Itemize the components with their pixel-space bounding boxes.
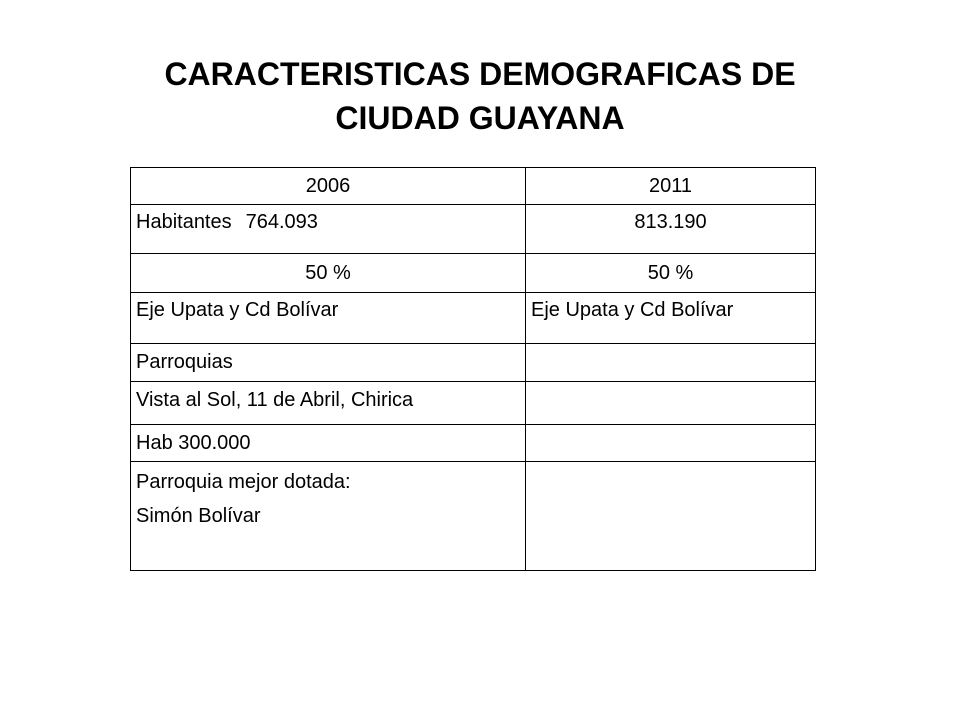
percent-2006: 50 % <box>131 254 526 293</box>
parroquias-2011 <box>526 344 816 382</box>
hab-2011 <box>526 425 816 462</box>
table-row-hab <box>131 425 816 462</box>
table-row-percent <box>131 254 816 293</box>
table-row-habitantes <box>131 205 816 254</box>
table-row-parroquias <box>131 344 816 382</box>
eje-2011: Eje Upata y Cd Bolívar <box>526 293 816 344</box>
title-line-2: CIUDAD GUAYANA <box>335 100 625 136</box>
table-row-mejor-dotada <box>131 462 816 571</box>
demographics-table <box>130 167 816 571</box>
vista-2011 <box>526 382 816 425</box>
mejor-dotada-value: Simón Bolívar <box>136 505 261 527</box>
mejor-dotada-label: Parroquia mejor dotada: <box>136 471 351 493</box>
parroquias-label: Parroquias <box>131 344 526 382</box>
table-row-vista <box>131 382 816 425</box>
eje-2006: Eje Upata y Cd Bolívar <box>131 293 526 344</box>
habitantes-label: Habitantes <box>136 211 232 233</box>
header-2011: 2011 <box>526 168 816 205</box>
table-row-header <box>131 168 816 205</box>
habitantes-2006-value: 764.093 <box>245 211 318 233</box>
slide-title <box>60 52 900 140</box>
title-line-1: CARACTERISTICAS DEMOGRAFICAS DE <box>164 56 796 92</box>
percent-2011: 50 % <box>526 254 816 293</box>
mejor-dotada-2011 <box>526 462 816 571</box>
habitantes-2011-value: 813.190 <box>526 205 816 254</box>
habitantes-2006-cell <box>131 205 526 254</box>
table-row-eje <box>131 293 816 344</box>
vista-parroquias: Vista al Sol, 11 de Abril, Chirica <box>131 382 526 425</box>
header-2006: 2006 <box>131 168 526 205</box>
mejor-dotada-cell <box>131 462 526 571</box>
hab-value: Hab 300.000 <box>131 425 526 462</box>
